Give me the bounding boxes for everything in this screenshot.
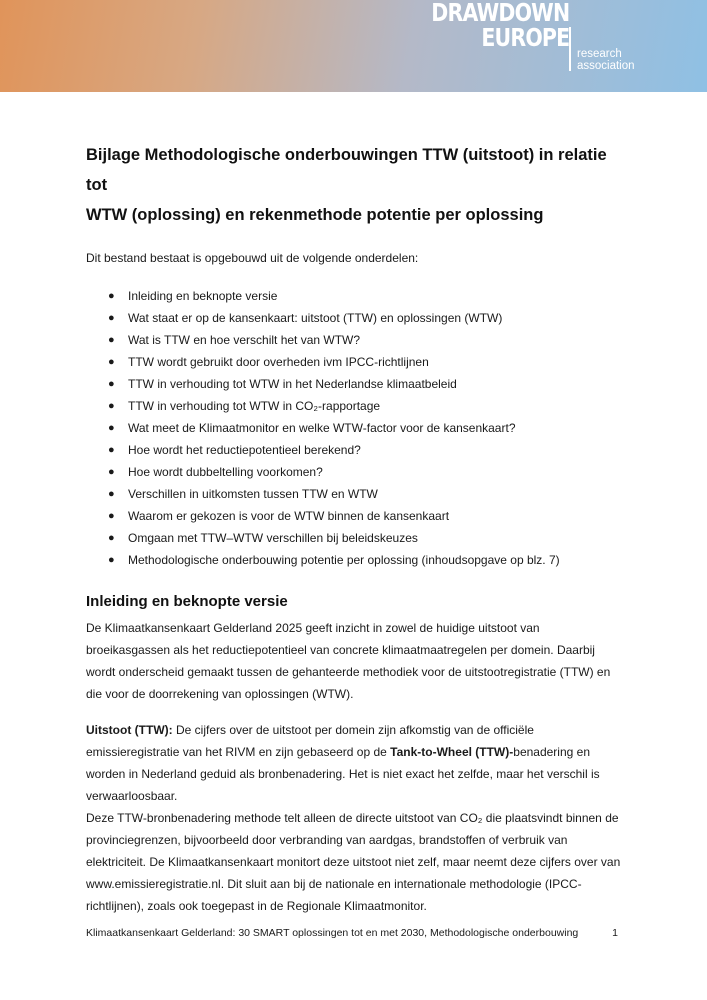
document-body [86, 140, 626, 917]
list-item [86, 483, 626, 505]
bullet-icon: ● [108, 378, 115, 390]
title-line-1: Bijlage Methodologische onderbouwingen TTW (uitstoot) in relatie tot [86, 146, 607, 194]
paragraph-uitstoot [86, 719, 626, 807]
list-item-label: Methodologische onderbouwing potentie per oplossing (inhoudsopgave op blz. 7) [128, 553, 560, 567]
list-item [86, 549, 626, 571]
list-item-label: Waarom er gekozen is voor de WTW binnen de kansenkaart [128, 509, 450, 523]
title-line-2: WTW (oplossing) en rekenmethode potentie per oplossing [86, 206, 544, 224]
bullet-icon: ● [108, 290, 115, 302]
paragraph-intro: De Klimaatkansenkaart Gelderland 2025 geeft inzicht in zowel de huidige uitstoot van broeikasgassen als het reductiepotentieel van concrete klimaatmaatregelen per domein. Daarbij wordt onderscheid gemaakt tussen de gehanteerde methodiek voor de uitstootregistratie (TTW) en die voor de doorrekening van oplossingen (WTW). [86, 621, 611, 701]
bullet-icon: ● [108, 422, 115, 434]
list-item-label: Wat meet de Klimaatmonitor en welke WTW-factor voor de kansenkaart? [128, 421, 516, 435]
footer-text: Klimaatkansenkaart Gelderland: 30 SMART oplossingen tot en met 2030, Methodologische onderbouwing [86, 927, 579, 939]
section-heading: Inleiding en beknopte versie [86, 593, 288, 610]
logo-sub-association: association [577, 60, 635, 72]
list-item [86, 527, 626, 549]
bullet-icon: ● [108, 488, 115, 500]
uitstoot-text-b: benadering en worden in Nederland geduid als bronbenadering. Het is niet exact het zelfde, maar het verschil is verwaarloosbaar. [86, 745, 600, 803]
logo-divider [569, 27, 571, 71]
paragraph-bronbenadering: Deze TTW-bronbenadering methode telt alleen de directe uitstoot van CO₂ die plaatsvindt binnen de provinciegrenzen, bijvoorbeeld door verbranding van aardgas, brandstoffen of verbruik van elektriciteit. De Klimaatkansenkaart monitort deze uitstoot niet zelf, maar neemt deze cijfers over van www.emissieregistratie.nl. Dit sluit aan bij de nationale en internationale methodologie (IPCC-richtlijnen), zoals ook toegepast in de Regionale Klimaatmonitor. [86, 811, 621, 913]
bullet-icon: ● [108, 334, 115, 346]
intro-text: Dit bestand bestaat is opgebouwd uit de volgende onderdelen: [86, 251, 419, 265]
list-item-label: Inleiding en beknopte versie [128, 289, 278, 303]
logo-wordmark [431, 0, 569, 50]
list-item-label: Verschillen in uitkomsten tussen TTW en WTW [128, 487, 378, 501]
list-item-label: Wat is TTW en hoe verschilt het van WTW? [128, 333, 361, 347]
header-banner [0, 0, 707, 92]
logo-subtitle [577, 48, 635, 72]
list-item-label: Wat staat er op de kansenkaart: uitstoot (TTW) en oplossingen (WTW) [128, 311, 503, 325]
bullet-icon: ● [108, 466, 115, 478]
bullet-icon: ● [108, 312, 115, 324]
bullet-icon: ● [108, 444, 115, 456]
list-item [86, 439, 626, 461]
list-item-label: TTW wordt gebruikt door overheden ivm IPCC-richtlijnen [128, 355, 429, 369]
bullet-icon: ● [108, 554, 115, 566]
list-item-label: Hoe wordt dubbeltelling voorkomen? [128, 465, 323, 479]
list-item [86, 417, 626, 439]
list-item [86, 373, 626, 395]
logo-line-europe: EUROPE [481, 23, 569, 52]
list-item-label: TTW in verhouding tot WTW in CO₂-rapportage [128, 399, 381, 413]
list-item [86, 461, 626, 483]
list-item [86, 285, 626, 307]
list-item [86, 395, 626, 417]
list-item [86, 505, 626, 527]
document-title [86, 140, 626, 230]
contents-list [86, 285, 626, 571]
bullet-icon: ● [108, 532, 115, 544]
page-footer [86, 926, 618, 940]
list-item [86, 307, 626, 329]
uitstoot-text-a: De cijfers over de uitstoot per domein zijn afkomstig van de officiële emissieregistratie van het RIVM en zijn gebaseerd op de [86, 723, 534, 759]
bullet-icon: ● [108, 356, 115, 368]
list-item-label: Omgaan met TTW–WTW verschillen bij beleidskeuzes [128, 531, 418, 545]
ttw-term: Tank-to-Wheel (TTW)- [390, 745, 514, 759]
bullet-icon: ● [108, 510, 115, 522]
list-item-label: Hoe wordt het reductiepotentieel berekend? [128, 443, 361, 457]
list-item-label: TTW in verhouding tot WTW in het Nederlandse klimaatbeleid [128, 377, 457, 391]
logo-line-drawdown: DRAWDOWN [430, 0, 569, 27]
list-item [86, 351, 626, 373]
page-number: 1 [612, 927, 618, 939]
bullet-icon: ● [108, 400, 115, 412]
logo-sub-research: research [577, 48, 622, 60]
list-item [86, 329, 626, 351]
uitstoot-label: Uitstoot (TTW): [86, 723, 173, 737]
